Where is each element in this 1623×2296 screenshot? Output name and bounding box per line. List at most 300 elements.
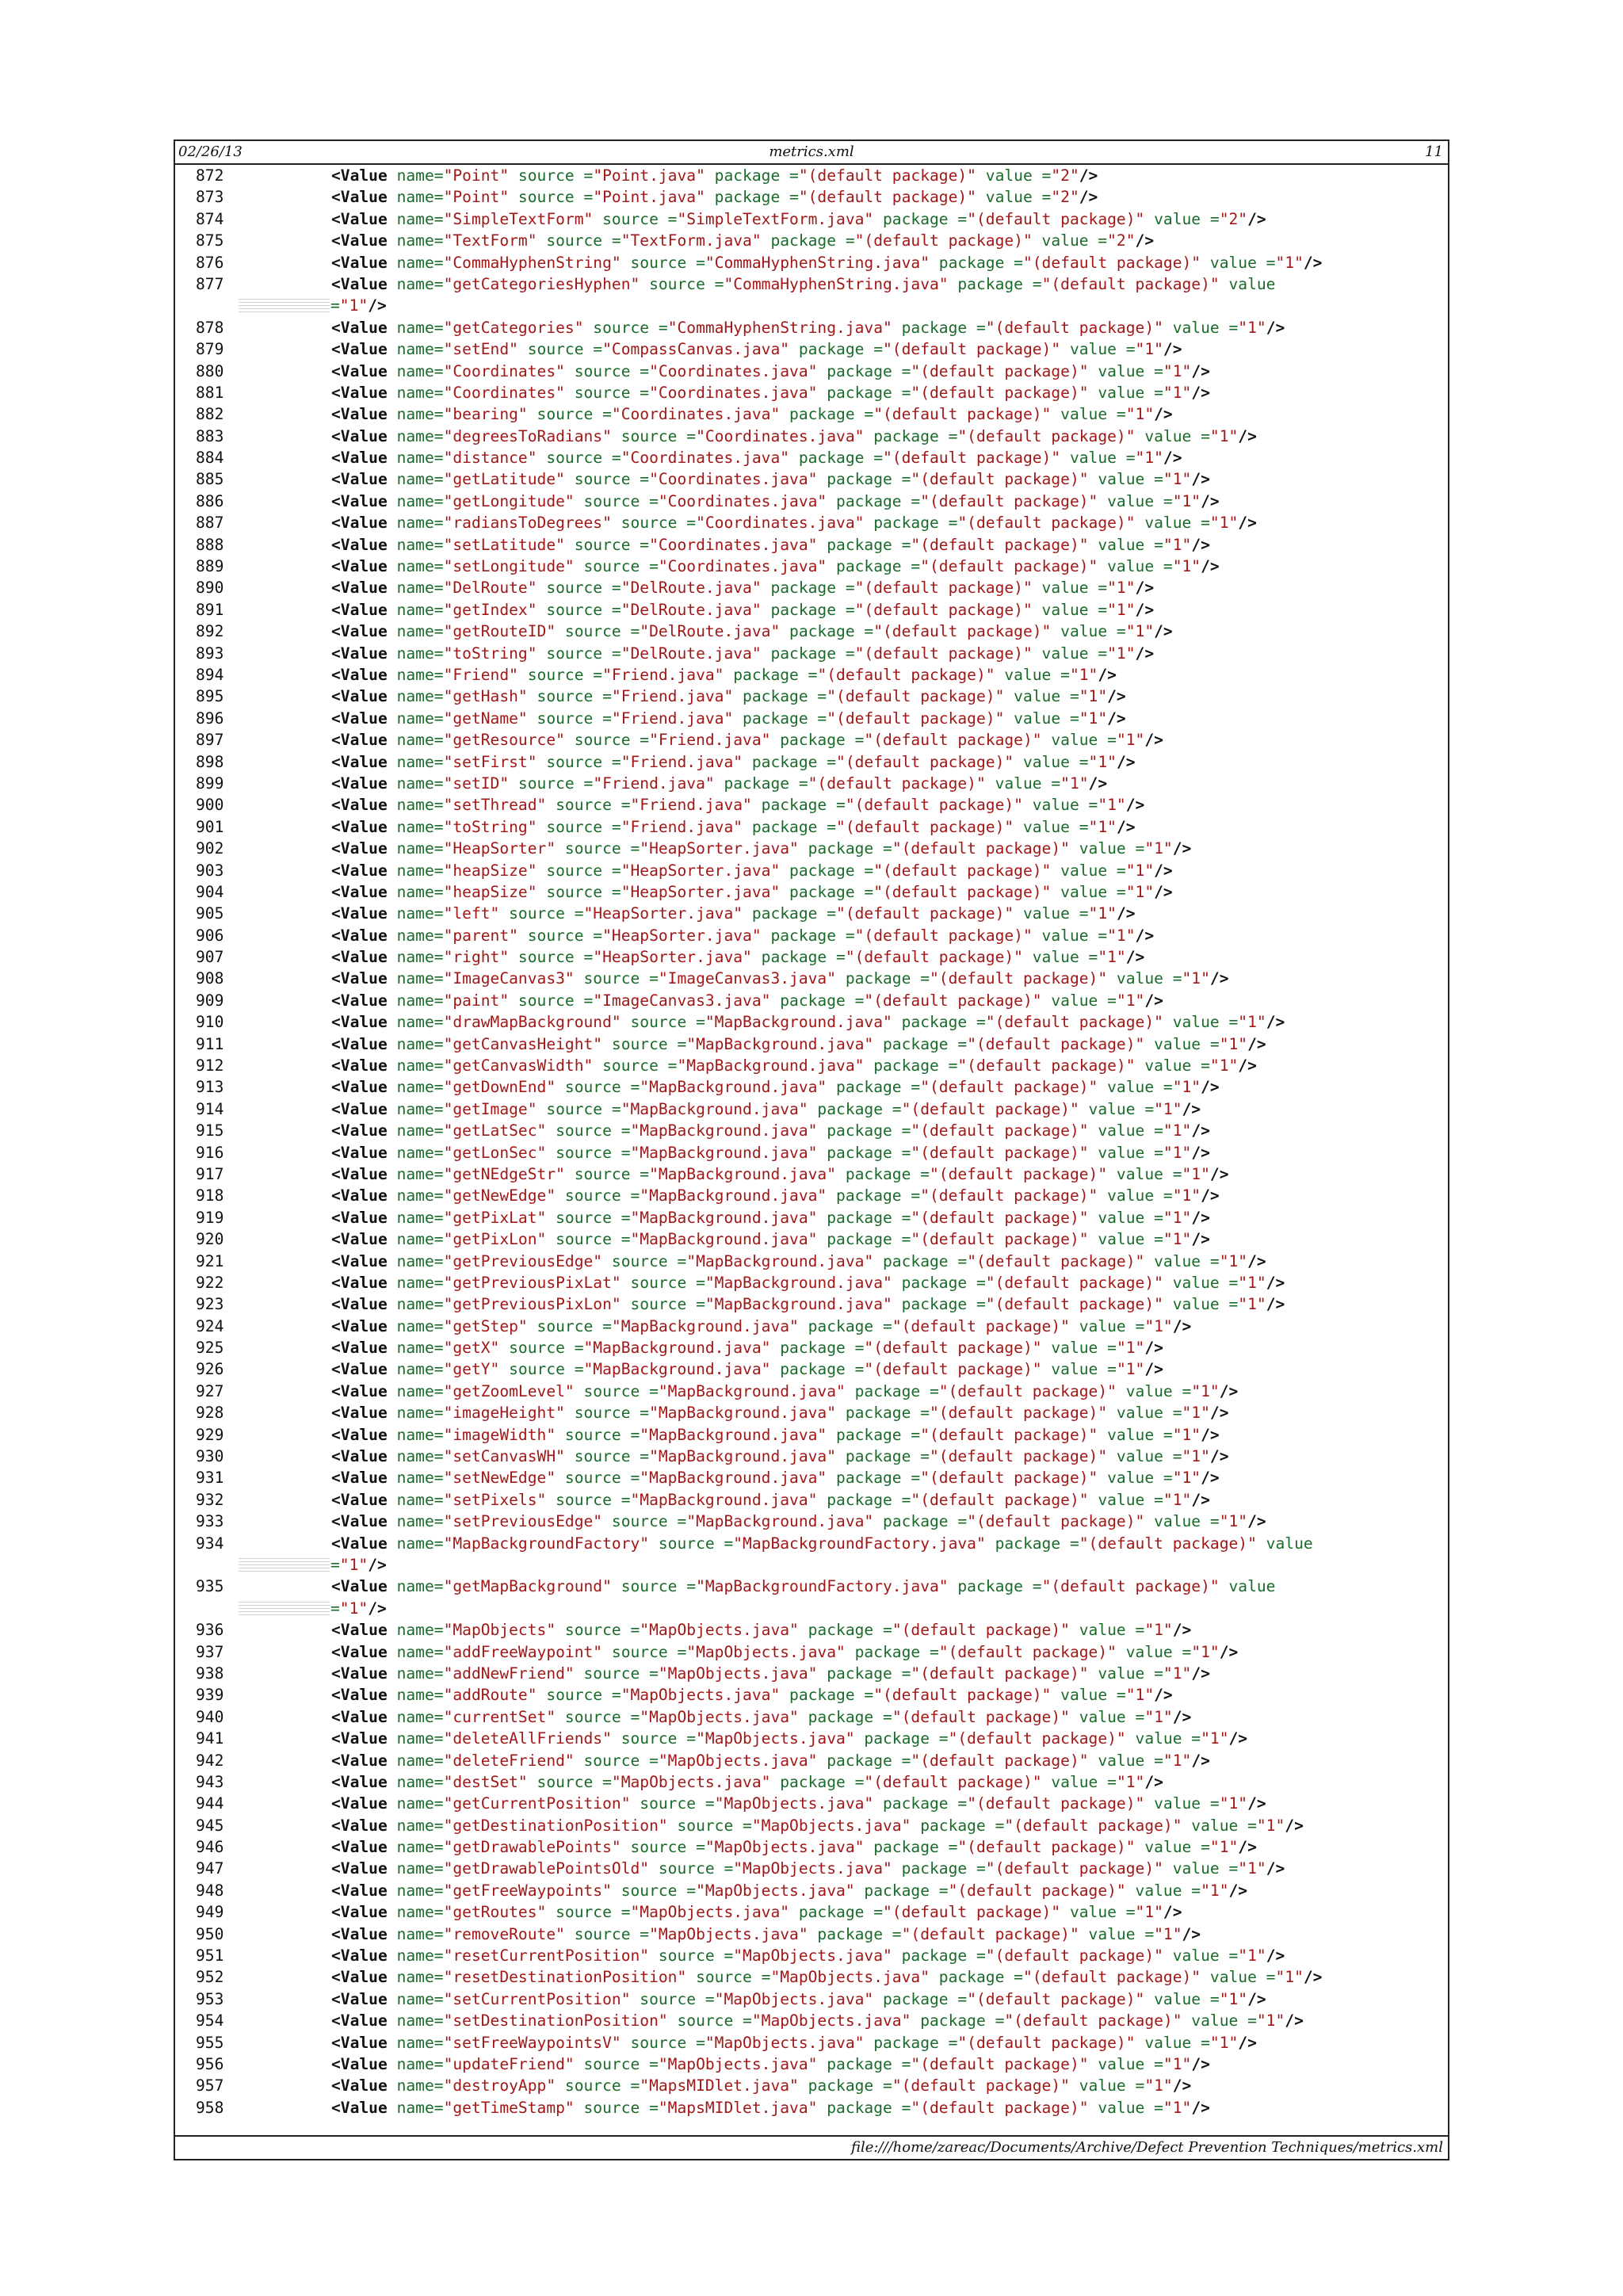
attr-source: source = (537, 817, 621, 836)
attr-value: value = (1107, 1164, 1182, 1183)
xml-element (331, 1706, 1191, 1728)
xml-element (331, 1924, 1201, 1945)
attr-value-source: "MapBackground.java" (630, 1230, 818, 1249)
attr-value-package: "(default package)" (911, 470, 1089, 489)
attr-source: source = (537, 600, 621, 619)
attr-value-source: "HeapSorter.java" (621, 882, 781, 901)
attr-source: source = (583, 318, 668, 337)
xml-tag: <Value (331, 166, 388, 185)
attr-source: source = (517, 665, 603, 684)
code-line (175, 664, 1448, 686)
attr-value-value: "1" (1125, 861, 1155, 880)
xml-tag: <Value (331, 709, 388, 728)
xml-element (331, 729, 1163, 751)
xml-tag: <Value (331, 926, 388, 945)
attr-value-name: "setThread" (443, 796, 547, 815)
xml-element (331, 1272, 1285, 1293)
attr-value-source: "Point.java" (593, 188, 705, 207)
attr-source: source = (509, 166, 594, 185)
code-line (175, 1011, 1448, 1033)
xml-element (331, 1619, 1191, 1641)
attr-name: name= (387, 1707, 444, 1726)
attr-name: name= (387, 926, 444, 945)
xml-tag: <Value (331, 687, 388, 706)
attr-value: value = (976, 166, 1052, 185)
xml-element (331, 838, 1191, 859)
line-number: 947 (196, 1859, 224, 1878)
attr-value-name: "getDestinationPosition" (443, 1816, 668, 1835)
attr-value-name: "imageWidth" (443, 1425, 556, 1444)
attr-value-name: "getStep" (443, 1316, 528, 1335)
xml-element (331, 186, 1098, 208)
attr-value-name: "radiansToDegrees" (443, 514, 612, 533)
line-number: 914 (196, 1099, 224, 1118)
code-line (175, 1293, 1448, 1315)
attr-value-package: "(default package)" (873, 861, 1052, 880)
attr-name: name= (387, 1404, 444, 1423)
attr-value-package: "(default package)" (911, 1230, 1089, 1249)
xml-element (331, 2010, 1304, 2031)
attr-name: name= (387, 2076, 444, 2095)
code-line (175, 816, 1448, 838)
attr-value-name: "getCategoriesHyphen" (443, 274, 640, 293)
attr-value-source: "MapObjects.java" (658, 1751, 818, 1770)
attr-value-value: "1" (1191, 1381, 1220, 1400)
attr-value-name: "setPixels" (443, 1490, 547, 1509)
attr-value-value: "1" (1209, 1056, 1239, 1075)
attr-value-value: "1" (1201, 1729, 1229, 1748)
xml-element (331, 1381, 1238, 1402)
attr-value-value: "1" (1098, 796, 1126, 815)
code-line (175, 556, 1448, 577)
attr-value-value: "1" (1069, 665, 1098, 684)
line-number: 921 (196, 1251, 224, 1270)
xml-tag-close: /> (1247, 1034, 1266, 1053)
attr-value-source: "MapObjects.java" (658, 1664, 818, 1683)
attr-name: name= (387, 1078, 444, 1097)
line-number: 883 (196, 426, 224, 445)
attr-value: value = (1014, 817, 1089, 836)
attr-value-package: "(default package)" (948, 1881, 1126, 1900)
attr-value-source: "ImageCanvas3.java" (658, 969, 837, 988)
attr-value: value = (1032, 926, 1108, 945)
attr-package: package = (761, 600, 855, 619)
attr-value-source: "Coordinates.java" (649, 361, 818, 380)
xml-tag-close: /> (1191, 1121, 1210, 1140)
line-number: 877 (196, 274, 224, 293)
attr-value: value = (1088, 535, 1163, 554)
attr-package: package = (798, 2076, 892, 2095)
line-number: 910 (196, 1013, 224, 1032)
xml-tag: <Value (331, 2011, 388, 2030)
xml-element (331, 860, 1173, 881)
attr-source: source = (517, 340, 603, 359)
xml-element (331, 468, 1210, 490)
attr-value-package: "(default package)" (854, 644, 1033, 663)
xml-tag: <Value (331, 1056, 388, 1075)
xml-element (331, 1880, 1247, 1901)
attr-value-name: "ImageCanvas3" (443, 969, 575, 988)
attr-name: name= (387, 1751, 444, 1770)
attr-value-name: "toString" (443, 644, 537, 663)
attr-value: value = (985, 774, 1061, 793)
attr-value-source: "Friend.java" (593, 774, 715, 793)
attr-value-value: "1" (1144, 1316, 1173, 1335)
attr-value-package: "(default package)" (845, 948, 1023, 967)
attr-package: package = (817, 535, 911, 554)
attr-value: value = (1088, 1208, 1163, 1227)
attr-source: source = (564, 470, 650, 489)
xml-element (331, 1467, 1220, 1488)
attr-source: source = (556, 2076, 640, 2095)
attr-value-source: "MapBackground.java" (630, 1208, 818, 1227)
attr-package: package = (845, 1381, 939, 1400)
xml-tag: <Value (331, 1946, 388, 1966)
attr-value-name: "SimpleTextForm" (443, 209, 594, 228)
xml-tag-close: /> (1135, 926, 1155, 945)
code-line (175, 1163, 1448, 1185)
attr-value-value: "1" (1238, 1295, 1266, 1314)
attr-value-source: "TextForm.java" (621, 231, 762, 250)
attr-value-package: "(default package)" (911, 2098, 1089, 2117)
attr-value-package: "(default package)" (1041, 1577, 1220, 1596)
attr-value-package: "(default package)" (911, 1664, 1089, 1683)
attr-source: source = (574, 969, 659, 988)
xml-element (331, 1163, 1229, 1185)
code-line (175, 1924, 1448, 1945)
attr-package: package = (724, 665, 818, 684)
attr-value-value: "1" (339, 296, 369, 315)
attr-package: package = (789, 340, 884, 359)
attr-package: package = (817, 1208, 911, 1227)
xml-tag: <Value (331, 274, 388, 293)
attr-value: value = (1060, 449, 1136, 468)
line-number: 945 (196, 1816, 224, 1835)
attr-name: name= (387, 948, 444, 967)
xml-tag: <Value (331, 1512, 388, 1531)
attr-value: value = (1022, 796, 1098, 815)
attr-source: source = (574, 491, 659, 510)
code-line (175, 599, 1448, 621)
attr-source: source = (499, 904, 584, 923)
attr-value-name: "setNewEdge" (443, 1469, 556, 1488)
attr-value: value = (1163, 1295, 1239, 1314)
xml-element (331, 2053, 1210, 2075)
code-line (175, 1185, 1448, 1206)
xml-tag-close: /> (1191, 2054, 1210, 2073)
xml-tag: <Value (331, 796, 388, 815)
code-line (175, 1901, 1448, 1923)
xml-tag-close: /> (1191, 1664, 1210, 1683)
attr-value-package: "(default package)" (920, 557, 1098, 576)
attr-value: value = (1060, 1903, 1136, 1922)
xml-tag: <Value (331, 861, 388, 880)
attr-value-name: "resetDestinationPosition" (443, 1968, 687, 1987)
xml-tag-close: /> (1238, 426, 1257, 445)
xml-tag: <Value (331, 1859, 388, 1878)
attr-value-name: "setLongitude" (443, 557, 575, 576)
attr-value: value = (1144, 1794, 1220, 1813)
page-number: 11 (1425, 143, 1443, 160)
attr-value-name: "Coordinates" (443, 383, 565, 402)
attr-value-name: "addFreeWaypoint" (443, 1642, 603, 1661)
attr-package: package = (827, 1186, 921, 1205)
code-line (175, 1489, 1448, 1511)
xml-tag-close: /> (1172, 1707, 1192, 1726)
xml-element (331, 1728, 1247, 1749)
code-line (175, 968, 1448, 989)
attr-value: value = (1088, 2098, 1163, 2117)
attr-name: name= (387, 1164, 444, 1183)
xml-tag: <Value (331, 1295, 388, 1314)
attr-value: value = (995, 665, 1070, 684)
xml-tag-close: /> (1191, 470, 1210, 489)
attr-value-name: "getDrawablePointsOld" (443, 1859, 650, 1878)
attr-source: source = (602, 1251, 687, 1270)
attr-value-value: "1" (1079, 687, 1108, 706)
attr-value-name: "deleteAllFriends" (443, 1729, 612, 1748)
attr-name: name= (387, 514, 444, 533)
attr-name: name= (387, 752, 444, 771)
xml-tag-close: /> (1116, 817, 1136, 836)
code-line (175, 403, 1448, 425)
attr-value-source: "CompassCanvas.java" (602, 340, 790, 359)
attr-value-value: "1" (1275, 1968, 1304, 1987)
code-line (175, 1663, 1448, 1684)
attr-value-name: "resetCurrentPosition" (443, 1946, 650, 1966)
attr-value: value = (1041, 1772, 1117, 1791)
xml-tag: <Value (331, 340, 388, 359)
attr-value-package: "(default package)" (1022, 1968, 1201, 1987)
xml-element (331, 317, 1285, 338)
attr-name: name= (387, 1273, 444, 1292)
attr-package: package = (808, 1099, 902, 1118)
attr-source: source = (611, 514, 697, 533)
attr-value-source: "MapObjects.java" (770, 1968, 930, 1987)
attr-value-value: "1" (1144, 1707, 1173, 1726)
attr-value-package: "(default package)" (864, 1772, 1042, 1791)
xml-element (331, 1750, 1210, 1771)
xml-tag: <Value (331, 600, 388, 619)
attr-value: value = (1032, 644, 1108, 663)
attr-value-source: "Coordinates.java" (621, 449, 790, 468)
attr-value-source: "Friend.java" (611, 687, 734, 706)
attr-value-value: "1" (1154, 1099, 1182, 1118)
attr-value-value: "1" (1135, 449, 1163, 468)
attr-value-source: "MapBackground.java" (649, 1404, 837, 1423)
attr-value-name: "bearing" (443, 405, 528, 424)
attr-package: package = (733, 709, 827, 728)
xml-tag: <Value (331, 1469, 388, 1488)
xml-tag-close: /> (1172, 2076, 1192, 2095)
attr-name: name= (387, 579, 444, 598)
attr-source: source = (686, 1968, 771, 1987)
attr-source: source = (574, 2054, 659, 2073)
xml-tag-close: /> (1163, 340, 1182, 359)
attr-name: name= (387, 1230, 444, 1249)
attr-value-value: "1" (1201, 1881, 1229, 1900)
xml-tag-close: /> (1201, 1186, 1220, 1205)
xml-element (331, 686, 1126, 707)
code-line (175, 708, 1448, 729)
xml-tag-close: /> (1201, 491, 1220, 510)
xml-tag-close: /> (1144, 731, 1163, 750)
attr-value-value: "1" (1154, 1924, 1182, 1943)
code-line (175, 338, 1448, 360)
code-line (175, 577, 1448, 598)
attr-value-package: "(default package)" (967, 1034, 1145, 1053)
attr-source: source = (621, 1295, 705, 1314)
attr-value-package: "(default package)" (911, 1208, 1089, 1227)
attr-value-package: "(default package)" (920, 1425, 1098, 1444)
attr-value-value: "1" (1060, 774, 1089, 793)
xml-element (331, 1316, 1191, 1337)
xml-tag: <Value (331, 1251, 388, 1270)
attr-value-source: "MapBackground.java" (611, 1316, 799, 1335)
attr-package: package = (798, 839, 892, 858)
attr-value-package: "(default package)" (920, 1186, 1098, 1205)
attr-value-package: "(default package)" (864, 991, 1042, 1010)
line-number: 958 (196, 2098, 224, 2117)
attr-value-package: "(default package)" (836, 817, 1014, 836)
line-number: 929 (196, 1425, 224, 1444)
attr-value-name: "heapSize" (443, 882, 537, 901)
attr-value-value: "1" (1219, 1034, 1248, 1053)
attr-name: name= (387, 1946, 444, 1966)
attr-value-package: "(default package)" (911, 361, 1089, 380)
line-number: 900 (196, 796, 224, 815)
xml-element (331, 1836, 1257, 1858)
attr-value-source: "MapObjects.java" (621, 1686, 781, 1705)
attr-package: package = (854, 1729, 949, 1748)
attr-package: package = (817, 1490, 911, 1509)
code-line (175, 1684, 1448, 1706)
attr-value-name: "getPreviousEdge" (443, 1251, 603, 1270)
xml-element (331, 1337, 1163, 1358)
attr-value: value = (1144, 209, 1220, 228)
xml-tag: <Value (331, 948, 388, 967)
xml-tag-close: /> (1135, 231, 1155, 250)
xml-tag: <Value (331, 1121, 388, 1140)
attr-name: name= (387, 1838, 444, 1857)
attr-source: source = (509, 774, 594, 793)
attr-value-source: "MapObjects.java" (649, 1924, 808, 1943)
attr-value: value = (1088, 1230, 1163, 1249)
attr-source: source = (630, 1989, 715, 2008)
attr-source: source = (537, 449, 621, 468)
attr-value-name: "getImage" (443, 1099, 537, 1118)
attr-value-package: "(default package)" (892, 2076, 1070, 2095)
attr-value-name: "destSet" (443, 1772, 528, 1791)
attr-package: package = (770, 731, 865, 750)
code-line (175, 1858, 1448, 1879)
xml-element (331, 1011, 1285, 1033)
attr-value-name: "getRoutes" (443, 1903, 547, 1922)
attr-package: package = (892, 1859, 986, 1878)
attr-value-source: "MapBackground.java" (705, 1013, 892, 1032)
attr-package: package = (817, 1751, 911, 1770)
code-line (175, 729, 1448, 751)
attr-name: name= (387, 449, 444, 468)
line-number: 920 (196, 1230, 224, 1249)
attr-value-name: "Point" (443, 166, 510, 185)
code-line (175, 2053, 1448, 2075)
line-number: 891 (196, 600, 224, 619)
line-number: 906 (196, 926, 224, 945)
xml-tag-close: /> (1191, 535, 1210, 554)
code-line (175, 426, 1448, 447)
line-number: 875 (196, 231, 224, 250)
code-line (175, 1120, 1448, 1141)
line-number: 951 (196, 1946, 224, 1966)
code-line (175, 1381, 1448, 1402)
attr-value-value: "1" (1209, 426, 1239, 445)
attr-value-value: "1" (1238, 1859, 1266, 1878)
line-number: 879 (196, 340, 224, 359)
attr-value-name: "destroyApp" (443, 2076, 556, 2095)
attr-package: package = (892, 1295, 986, 1314)
attr-source: source = (621, 2033, 705, 2052)
attr-value-name: "setFreeWaypointsV" (443, 2033, 621, 2052)
xml-tag-close: /> (1144, 1360, 1163, 1379)
xml-tag: <Value (331, 1924, 388, 1943)
attr-value-source: "MapObjects.java" (705, 2033, 865, 2052)
xml-element (331, 1185, 1220, 1206)
attr-value-package: "(default package)" (883, 1903, 1061, 1922)
attr-value-name: "heapSize" (443, 861, 537, 880)
attr-value-package: "(default package)" (892, 1707, 1070, 1726)
attr-value-package: "(default package)" (901, 1099, 1079, 1118)
attr-package: package = (827, 1469, 921, 1488)
attr-value-name: "getIndex" (443, 600, 537, 619)
xml-element (331, 881, 1173, 903)
attr-value-name: "setFirst" (443, 752, 537, 771)
attr-value: value = (1041, 1360, 1117, 1379)
code-line (175, 2075, 1448, 2096)
attr-value-source: "MapBackground.java" (630, 1121, 818, 1140)
attr-source: source = (630, 1794, 715, 1813)
attr-value: value = (1088, 1664, 1163, 1683)
attr-value-name: "paint" (443, 991, 510, 1010)
line-number: 930 (196, 1447, 224, 1466)
attr-package: package = (864, 426, 958, 445)
attr-source: source = (621, 1273, 705, 1292)
attr-value-source: "DelRoute.java" (621, 579, 762, 598)
code-line (175, 186, 1448, 208)
attr-source: source = (556, 839, 640, 858)
line-number: 956 (196, 2054, 224, 2073)
xml-tag: <Value (331, 1360, 388, 1379)
attr-package: package = (873, 209, 968, 228)
attr-value-source: "HeapSorter.java" (593, 948, 752, 967)
line-number: 882 (196, 405, 224, 424)
xml-element (331, 1966, 1322, 1988)
attr-package: package = (911, 1816, 1005, 1835)
xml-element (331, 208, 1266, 230)
attr-value-package: "(default package)" (883, 340, 1061, 359)
attr-value-value: "1" (1107, 926, 1136, 945)
attr-package: package = (770, 1339, 865, 1358)
xml-tag-close: /> (1303, 253, 1323, 272)
attr-value-name: "getDownEnd" (443, 1078, 556, 1097)
xml-tag-close: /> (1079, 166, 1098, 185)
attr-source: source = (574, 2098, 659, 2117)
attr-value-package: "(default package)" (920, 1078, 1098, 1097)
attr-value-source: "HeapSorter.java" (621, 861, 781, 880)
xml-tag-close: /> (1135, 644, 1155, 663)
attr-value-name: "getLonSec" (443, 1143, 547, 1162)
attr-value-package: "(default package)" (892, 1621, 1070, 1640)
